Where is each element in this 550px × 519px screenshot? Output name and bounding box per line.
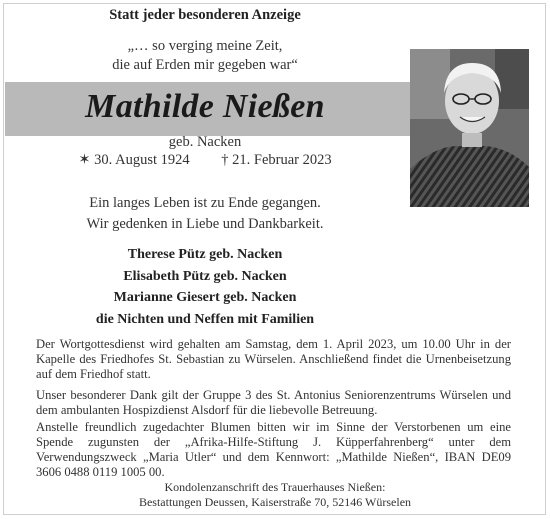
condolence-line: Bestattungen Deussen, Kaiserstraße 70, 52146 Würselen — [138, 495, 412, 509]
mourner-name: die Nichten und Neffen mit Familien — [95, 311, 315, 327]
memorial-quote — [0, 37, 410, 75]
service-paragraph: Der Wortgottesdienst wird gehalten am Samstag, dem 1. April 2023, um 10.00 Uhr in der Kapelle des Friedhofes St. Sebastian zu Würselen. Anschließend findet die Urnenbeisetzung auf dem Friedhof statt. — [36, 337, 511, 381]
notice-header: Statt jeder besonderen Anzeige — [109, 7, 301, 23]
life-dates — [0, 152, 410, 169]
mourner-name: Elisabeth Pütz geb. Nacken — [123, 268, 287, 284]
deceased-name: Mathilde Nießen — [85, 88, 325, 125]
mourner-name: Therese Pütz geb. Nacken — [127, 247, 283, 262]
condolence-address — [0, 480, 550, 510]
thanks-paragraph: Unser besonderer Dank gilt der Gruppe 3 des St. Antonius Seniorenzentrums Würselen und dem ambulanten Hospizdienst Alsdorf für die liebevolle Betreuung. — [36, 388, 511, 417]
death-date: † 21. Februar 2023 — [221, 152, 332, 168]
birth-name: geb. Nacken — [168, 134, 242, 150]
portrait-photo-icon — [410, 49, 529, 207]
portrait-photo — [410, 49, 529, 207]
tribute-text — [0, 193, 410, 235]
quote-line: die auf Erden mir gegeben war“ — [112, 57, 298, 73]
tribute-line: Ein langes Leben ist zu Ende gegangen. — [89, 195, 321, 211]
condolence-line: Kondolenzanschrift des Trauerhauses Nießen: — [164, 480, 386, 494]
quote-line: „… so verging meine Zeit, — [127, 38, 283, 54]
birth-date: ✶ 30. August 1924 — [78, 152, 190, 168]
mourner-name: Marianne Giesert geb. Nacken — [113, 290, 297, 305]
mourners-list — [0, 244, 410, 330]
donation-paragraph: Anstelle freundlich zugedachter Blumen bitten wir im Sinne der Verstorbenen um eine Spende zugunsten der „Afrika-Hilfe-Stiftung J. Küpperfahrenberg“ unter dem Verwendungszweck „Maria Utler“ und dem Kennwort: „Mathilde Nießen“, IBAN DE09 3606 0488 0119 1005 00. — [36, 420, 511, 479]
tribute-line: Wir gedenken in Liebe und Dankbarkeit. — [86, 216, 324, 232]
